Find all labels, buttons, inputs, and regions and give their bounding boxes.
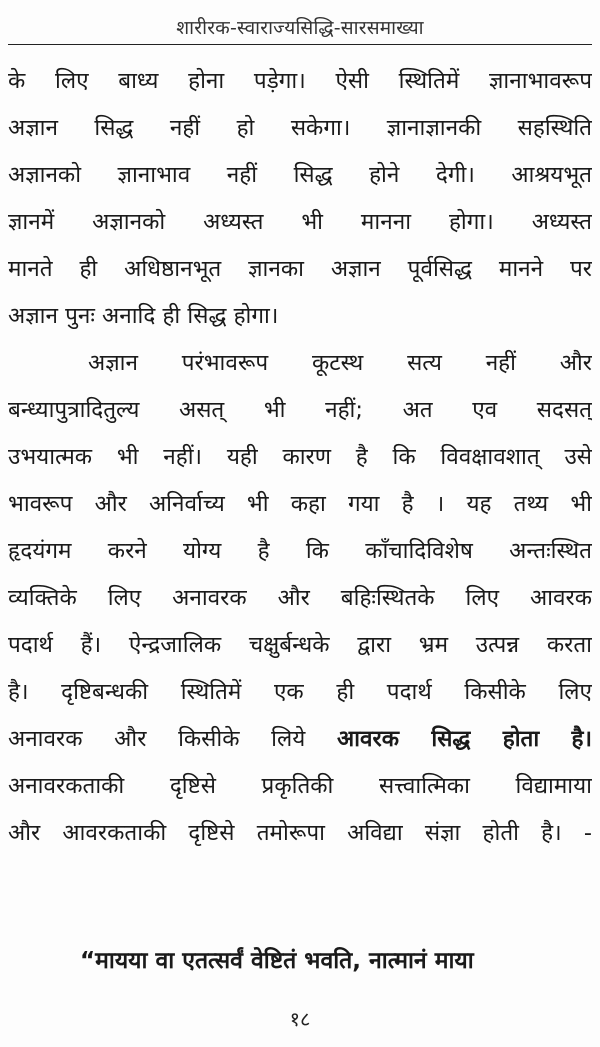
- text-line: भावरूप और अनिर्वाच्य भी कहा गया है । यह तथ्य भी: [8, 491, 592, 517]
- text-line: अज्ञान सिद्ध नहीं हो सकेगा। ज्ञानाज्ञानकी सहस्थिति: [8, 115, 592, 141]
- text-line: अनावरकताकी दृष्टिसे प्रकृतिकी सत्त्वात्मिका विद्यामाया: [8, 773, 592, 799]
- page-number: १८: [289, 1007, 311, 1031]
- text-line-with-emphasis: [8, 716, 592, 763]
- running-header: शारीरक-स्वाराज्यसिद्धि-सारसमाख्या: [176, 17, 424, 39]
- text-line: है। दृष्टिबन्धकी स्थितिमें एक ही पदार्थ किसीके लिए: [8, 679, 592, 705]
- text-line: अज्ञानको ज्ञानाभाव नहीं सिद्ध होने देगी। आश्रयभूत: [8, 162, 592, 188]
- paragraph-start-line: अज्ञान परंभावरूप कूटस्थ सत्य नहीं और: [88, 350, 592, 376]
- text-line: हृदयंगम करने योग्य है कि काँचादिविशेष अन्तःस्थित: [8, 538, 592, 564]
- text-line: बन्ध्यापुत्रादितुल्य असत् भी नहीं; अत एव सदसत्: [8, 397, 592, 423]
- text-line: अज्ञान पुनः अनादि ही सिद्ध होगा।: [8, 303, 279, 329]
- text-line: के लिए बाध्य होना पड़ेगा। ऐसी स्थितिमें ज्ञानाभावरूप: [8, 68, 592, 94]
- text-line: पदार्थ हैं। ऐन्द्रजालिक चक्षुर्बन्धके द्वारा भ्रम उत्पन्न करता: [8, 632, 592, 658]
- text-line: ज्ञानमें अज्ञानको अध्यस्त भी मानना होगा। अध्यस्त: [8, 209, 592, 235]
- sanskrit-quote: “मायया वा एतत्सर्वं वेष्टितं भवति, नात्मानं माया: [80, 948, 474, 974]
- text-line: मानते ही अधिष्ठानभूत ज्ञानका अज्ञान पूर्वसिद्ध मानने पर: [8, 256, 592, 282]
- text-line: व्यक्तिके लिए अनावरक और बहिःस्थितके लिए आवरक: [8, 585, 592, 611]
- bold-emphasis: आवरक सिद्ध होता है।: [337, 726, 592, 752]
- body-text: [8, 58, 592, 857]
- text-line: उभयात्मक भी नहीं। यही कारण है कि विवक्षावशात् उसे: [8, 444, 592, 470]
- text-line: और आवरकताकी दृष्टिसे तमोरूपा अविद्या संज्ञा होती है। -: [8, 820, 592, 846]
- header-rule: [8, 44, 592, 45]
- text-segment: अनावरक और किसीके लिये: [8, 726, 306, 752]
